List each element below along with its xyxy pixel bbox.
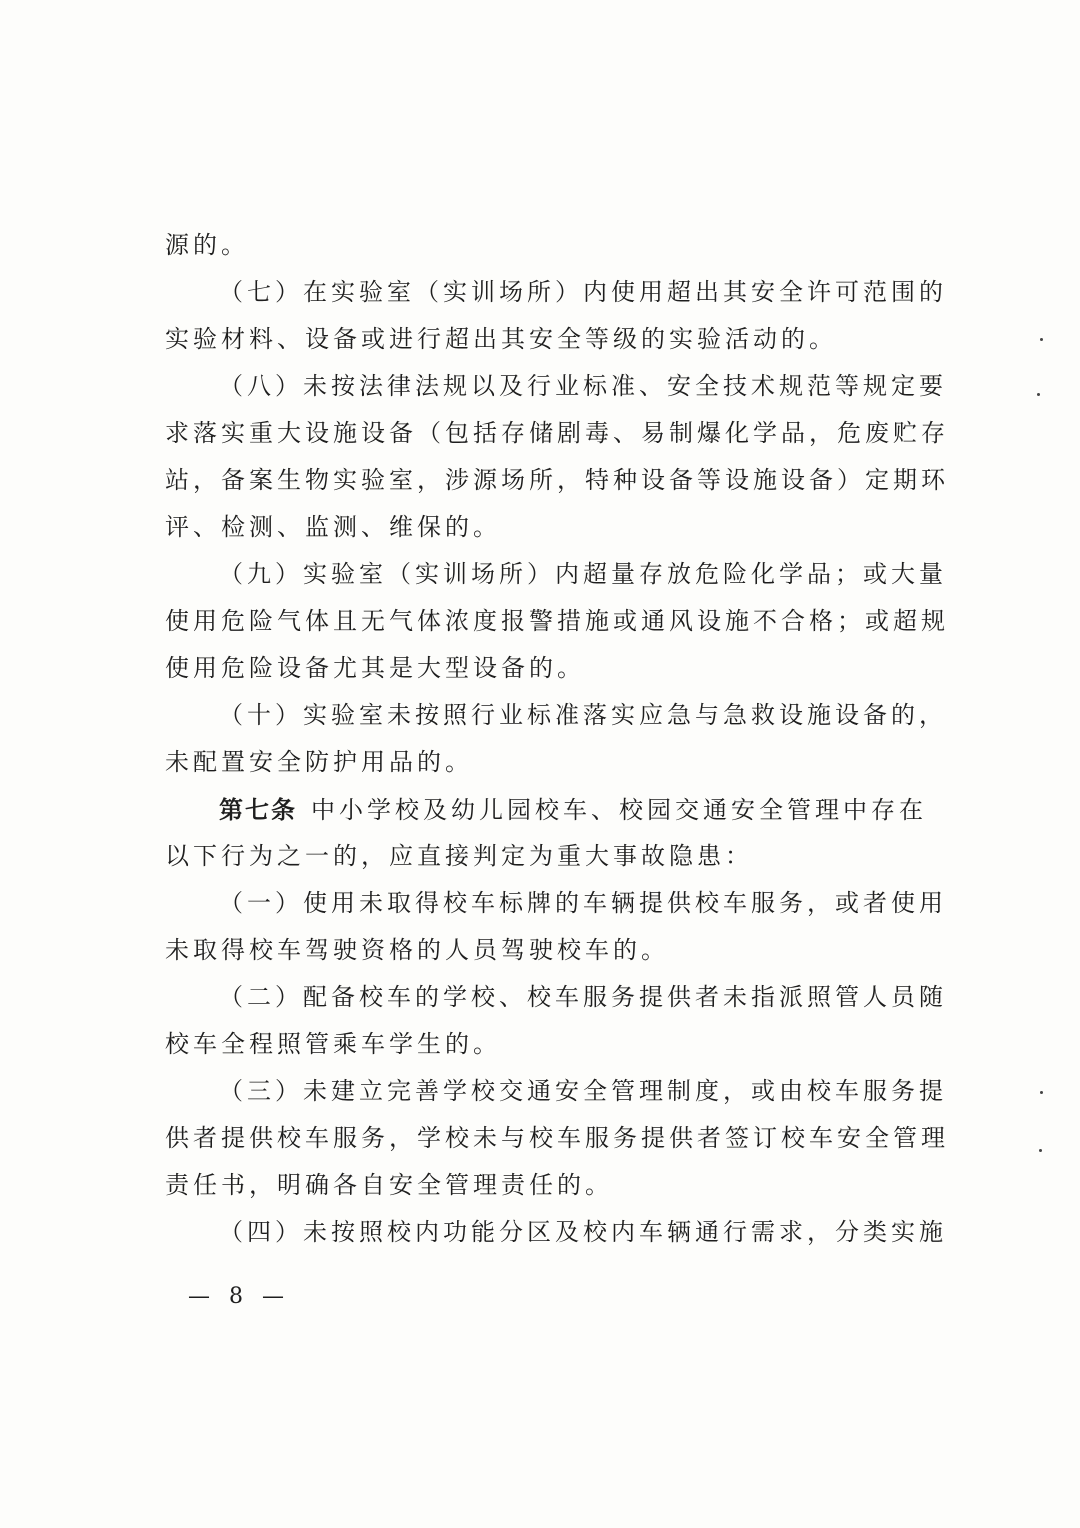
line-text: 使用危险气体且无气体浓度报警措施或通风设施不合格；或超规 — [165, 607, 949, 635]
scan-speck — [1040, 1091, 1043, 1094]
line-text: 供者提供校车服务，学校未与校车服务提供者签订校车安全管理 — [165, 1124, 949, 1152]
text-line — [165, 927, 925, 974]
text-line — [165, 1209, 947, 1256]
line-text: 源的。 — [165, 231, 249, 259]
text-line — [165, 1021, 925, 1068]
article-heading-line — [165, 786, 925, 833]
text-line — [165, 692, 947, 739]
text-line — [165, 269, 947, 316]
line-text: 校车全程照管乘车学生的。 — [165, 1030, 501, 1058]
text-line — [165, 598, 949, 645]
line-text: 责任书，明确各自安全管理责任的。 — [165, 1171, 613, 1199]
scan-speck — [1040, 338, 1043, 341]
text-line — [165, 1068, 947, 1115]
line-text: 未配置安全防护用品的。 — [165, 748, 473, 776]
text-line — [165, 457, 949, 504]
text-line — [165, 880, 947, 927]
line-text: （九）实验室（实训场所）内超量存放危险化学品；或大量 — [219, 560, 947, 588]
line-text: 以下行为之一的，应直接判定为重大事故隐患： — [165, 842, 753, 870]
line-text: （二）配备校车的学校、校车服务提供者未指派照管人员随 — [219, 983, 947, 1011]
line-text: 求落实重大设施设备（包括存储剧毒、易制爆化学品，危废贮存 — [165, 419, 949, 447]
article-number: 第七条 — [219, 795, 297, 824]
text-line — [165, 363, 947, 410]
line-text: 使用危险设备尤其是大型设备的。 — [165, 654, 585, 682]
text-line — [165, 1162, 925, 1209]
line-text: （八）未按法律法规以及行业标准、安全技术规范等规定要 — [219, 372, 947, 400]
text-line — [165, 551, 947, 598]
line-text: 实验材料、设备或进行超出其安全等级的实验活动的。 — [165, 325, 837, 353]
text-line — [165, 222, 925, 269]
text-line — [165, 504, 925, 551]
text-line — [165, 1115, 949, 1162]
text-line — [165, 316, 925, 363]
text-line — [165, 833, 925, 880]
line-text: （三）未建立完善学校交通安全管理制度，或由校车服务提 — [219, 1077, 947, 1105]
line-text: （四）未按照校内功能分区及校内车辆通行需求，分类实施 — [219, 1218, 947, 1246]
text-line — [165, 974, 947, 1021]
text-line — [165, 739, 925, 786]
line-text: 中小学校及幼儿园校车、校园交通安全管理中存在 — [311, 796, 927, 824]
line-text: 未取得校车驾驶资格的人员驾驶校车的。 — [165, 936, 669, 964]
line-text: （十）实验室未按照行业标准落实应急与急救设施设备的， — [219, 701, 947, 729]
scan-speck — [1039, 1149, 1042, 1152]
line-text: 评、检测、监测、维保的。 — [165, 513, 501, 541]
line-text: 站，备案生物实验室，涉源场所，特种设备等设施设备）定期环 — [165, 466, 949, 494]
text-line — [165, 410, 949, 457]
scan-speck — [1037, 393, 1040, 396]
page-number: — 8 — — [188, 1284, 290, 1309]
line-text: （七）在实验室（实训场所）内使用超出其安全许可范围的 — [219, 278, 947, 306]
text-line — [165, 645, 925, 692]
line-text: （一）使用未取得校车标牌的车辆提供校车服务，或者使用 — [219, 889, 947, 917]
document-body — [165, 222, 949, 1256]
